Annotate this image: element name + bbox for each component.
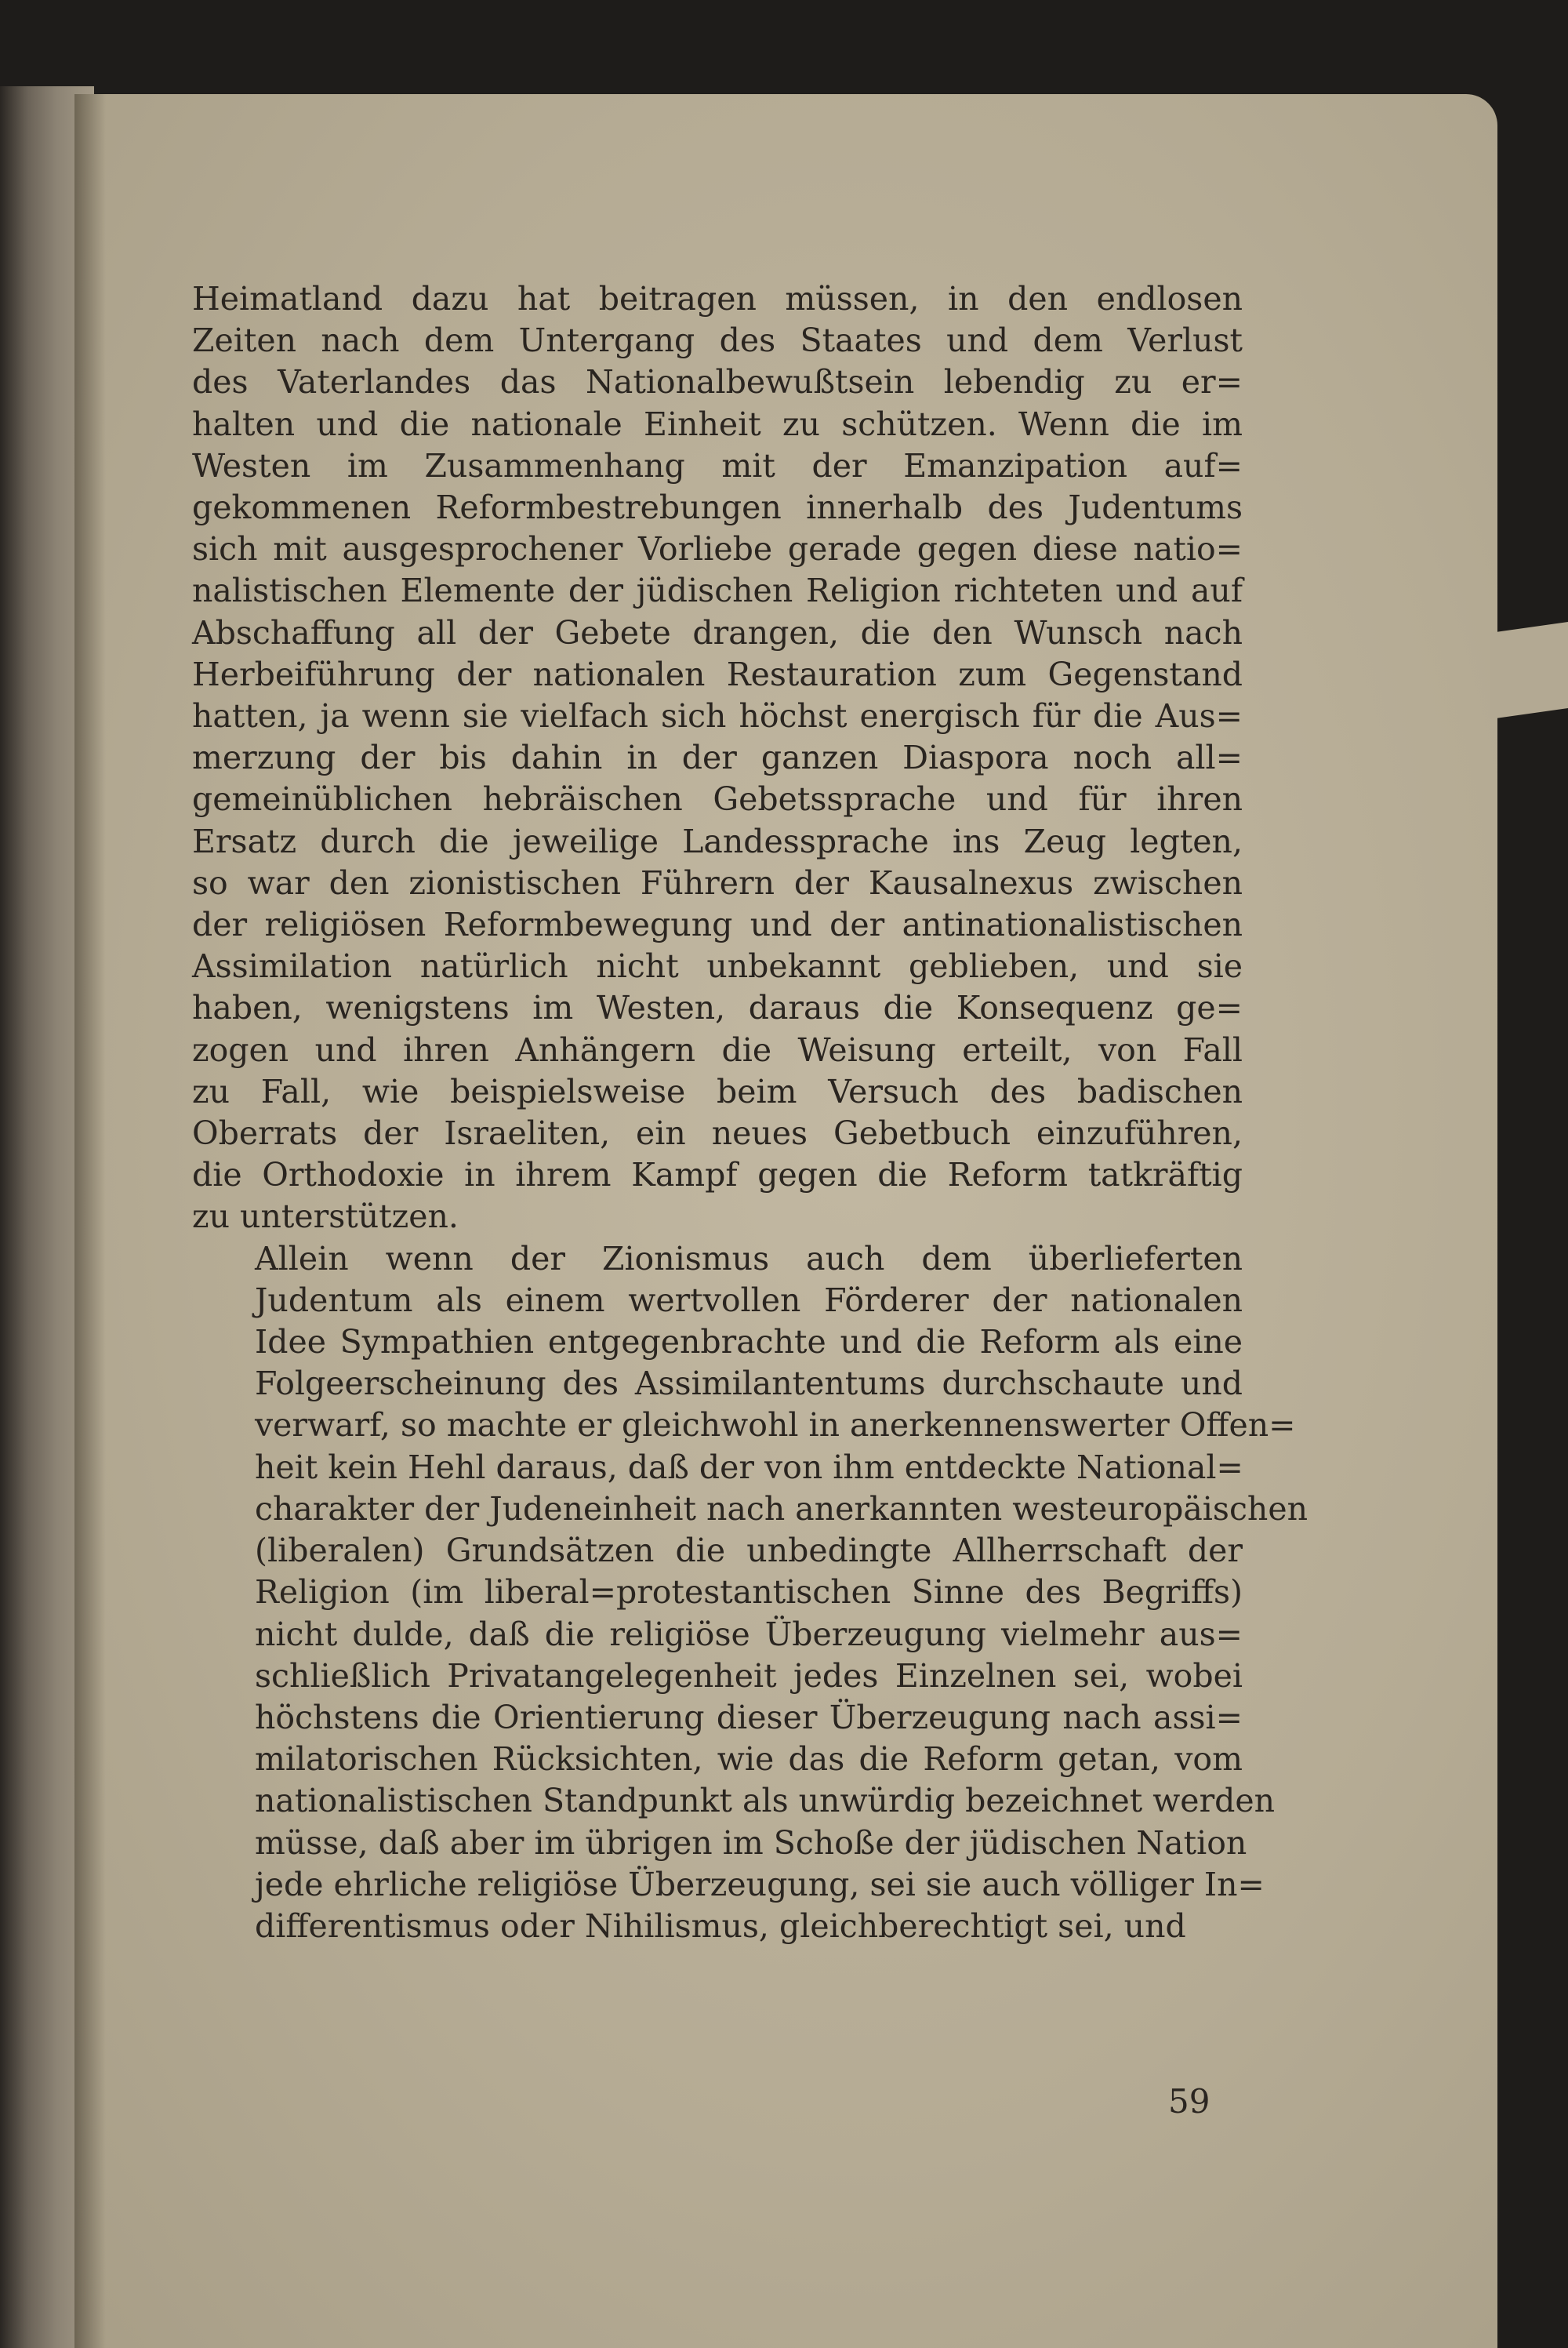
text-line: Ersatz durch die jeweilige Landessprache ins Zeug legten,	[192, 822, 1243, 860]
text-line: des Vaterlandes das Nationalbewußtsein lebendig zu er=	[192, 363, 1243, 402]
text-line: jede ehrliche religiöse Überzeugung, sei sie auch völliger In=	[255, 1865, 1265, 1903]
text-line: zu unterstützen.	[192, 1198, 459, 1236]
text-line: hatten, ja wenn sie vielfach sich höchst energisch für die Aus=	[192, 697, 1243, 736]
paragraph-2	[192, 1238, 1308, 1947]
text-line: der religiösen Reformbewegung und der antinationalistischen	[192, 906, 1243, 944]
body-text	[192, 278, 1308, 1947]
text-line: die Orthodoxie in ihrem Kampf gegen die Reform tatkräftig	[192, 1156, 1243, 1194]
text-line: müsse, daß aber im übrigen im Schoße der jüdischen Nation	[255, 1823, 1247, 1862]
text-line: Assimilation natürlich nicht unbekannt geblieben, und sie	[192, 947, 1243, 986]
text-line: Zeiten nach dem Untergang des Staates und dem Verlust	[192, 322, 1243, 360]
text-line: nicht dulde, daß die religiöse Überzeugung vielmehr aus=	[255, 1615, 1243, 1653]
text-line: nalistischen Elemente der jüdischen Religion richteten und auf	[192, 572, 1243, 610]
text-line: (liberalen) Grundsätzen die unbedingte Allherrschaft der	[255, 1532, 1243, 1570]
text-line: schließlich Privatangelegenheit jedes Einzelnen sei, wobei	[255, 1656, 1243, 1695]
text-line: gekommenen Reformbestrebungen innerhalb des Judentums	[192, 489, 1243, 527]
text-line: so war den zionistischen Führern der Kausalnexus zwischen	[192, 863, 1243, 902]
text-line: Westen im Zusammenhang mit der Emanzipation auf=	[192, 446, 1243, 485]
text-line: gemeinüblichen hebräischen Gebetssprache und für ihren	[192, 780, 1243, 819]
text-line: höchstens die Orientierung dieser Überzeugung nach assi=	[255, 1698, 1243, 1736]
text-line: Idee Sympathien entgegenbrachte und die Reform als eine	[255, 1323, 1243, 1361]
page-number: 59	[1168, 2082, 1210, 2121]
text-line: haben, wenigstens im Westen, daraus die Konsequenz ge=	[192, 989, 1243, 1027]
text-line: verwarf, so machte er gleichwohl in anerkennenswerter Offen=	[255, 1406, 1296, 1445]
page-gutter-shadow	[74, 94, 106, 2348]
text-line: Heimatland dazu hat beitragen müssen, in den endlosen	[192, 280, 1243, 318]
page-edge-tab	[1490, 622, 1568, 719]
paragraph-1	[192, 278, 1243, 1238]
text-line: Abschaffung all der Gebete drangen, die den Wunsch nach	[192, 613, 1243, 652]
text-line: Allein wenn der Zionismus auch dem überlieferten	[255, 1239, 1243, 1278]
text-line: milatorischen Rücksichten, wie das die Reform getan, vom	[255, 1740, 1243, 1779]
text-line: Judentum als einem wertvollen Förderer der nationalen	[255, 1281, 1243, 1319]
text-line: differentismus oder Nihilismus, gleichberechtigt sei, und	[255, 1906, 1186, 1945]
text-line: charakter der Judeneinheit nach anerkannten westeuropäischen	[255, 1489, 1308, 1528]
text-line: halten und die nationale Einheit zu schützen. Wenn die im	[192, 405, 1243, 443]
text-line: sich mit ausgesprochener Vorliebe gerade gegen diese natio=	[192, 530, 1243, 569]
text-line: nationalistischen Standpunkt als unwürdig bezeichnet werden	[255, 1782, 1276, 1820]
text-line: Herbeiführung der nationalen Restauration zum Gegenstand	[192, 655, 1243, 693]
text-line: Folgeerscheinung des Assimilantentums durchschaute und	[255, 1365, 1243, 1403]
text-line: Oberrats der Israeliten, ein neues Gebetbuch einzuführen,	[192, 1114, 1243, 1153]
text-line: merzung der bis dahin in der ganzen Diaspora noch all=	[192, 739, 1243, 777]
text-line: Religion (im liberal=protestantischen Sinne des Begriffs)	[255, 1573, 1243, 1612]
text-line: zogen und ihren Anhängern die Weisung erteilt, von Fall	[192, 1030, 1243, 1069]
text-line: heit kein Hehl daraus, daß der von ihm entdeckte National=	[255, 1448, 1243, 1486]
text-line: zu Fall, wie beispielsweise beim Versuch des badischen	[192, 1072, 1243, 1110]
